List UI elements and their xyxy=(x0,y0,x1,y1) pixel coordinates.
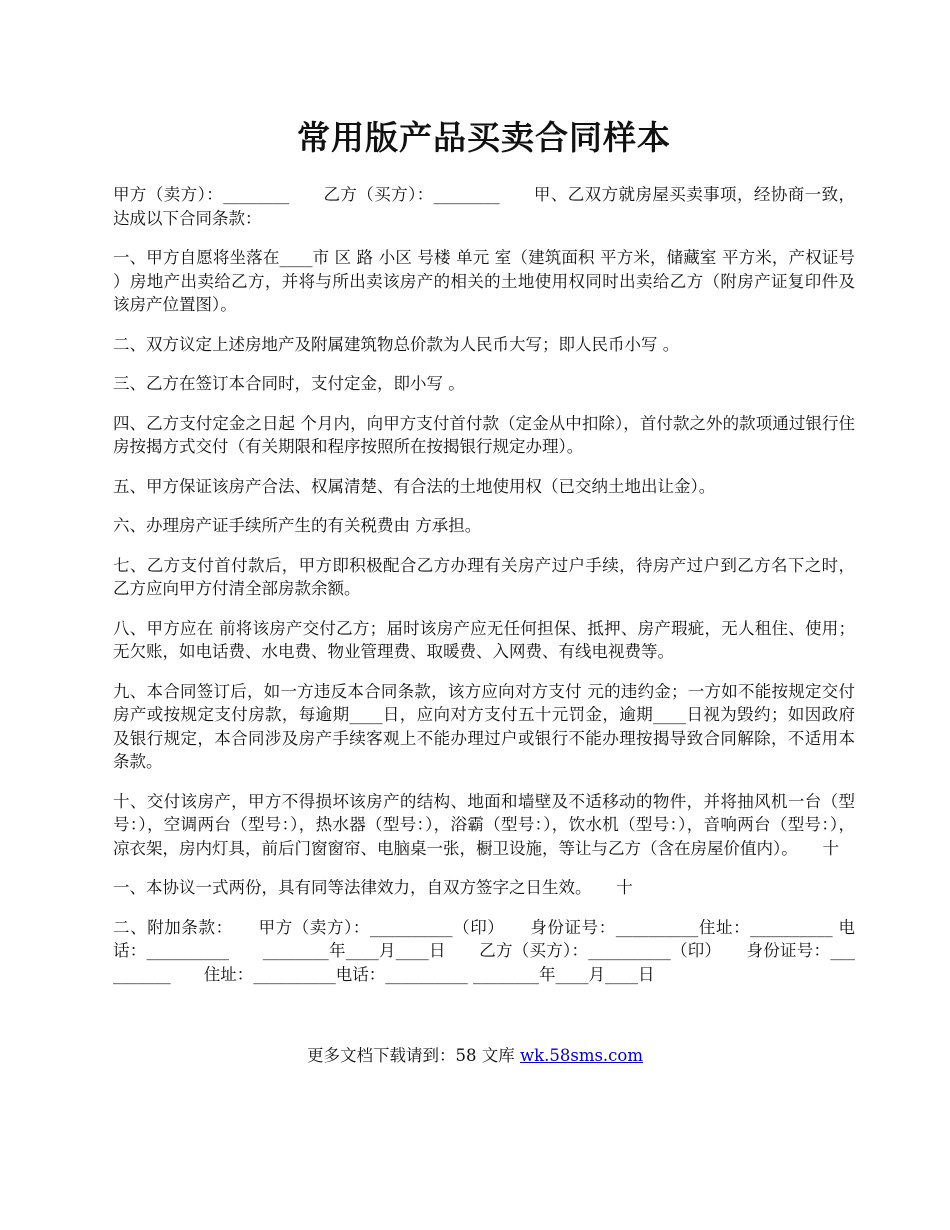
clause-11: 一、本协议一式两份，具有同等法律效力，自双方签字之日生效。 十 xyxy=(113,878,633,897)
clause-7: 七、乙方支付首付款后，甲方即积极配合乙方办理有关房产过户手续，待房产过户到乙方名下之时，乙方应向甲方付清全部房款余额。 xyxy=(113,555,855,598)
page-footer xyxy=(0,1044,950,1068)
clause-1: 一、甲方自愿将坐落在____市 区 路 小区 号楼 单元 室（建筑面积 平方米，储藏室 平方米，产权证号 ）房地产出卖给乙方，并将与所出卖该房产的相关的土地使用权同时出卖给乙方（附房产证复印件及该房产位置图）。 xyxy=(113,248,855,314)
footer-link[interactable]: wk.58sms.com xyxy=(519,1046,643,1065)
clause-9: 九、本合同签订后，如一方违反本合同条款，该方应向对方支付 元的违约金；一方如不能按规定交付房产或按规定支付房款，每逾期____日，应向对方支付五十元罚金，逾期____日视为毁约；如因政府及银行规定，本合同涉及房产手续客观上不能办理过户或银行不能办理按揭导致合同解除，不适用本条款。 xyxy=(113,681,855,771)
footer-text: 更多文档下载请到：58 文库 xyxy=(306,1046,520,1065)
clause-10: 十、交付该房产，甲方不得损坏该房产的结构、地面和墙壁及不适移动的物件，并将抽风机一台（型号：），空调两台（型号：），热水器（型号：），浴霸（型号：），饮水机（型号：），音响两台（型号：），凉衣架，房内灯具，前后门窗窗帘、电脑桌一张，橱卫设施，等让与乙方（含在房屋价值内）。 十 xyxy=(113,791,855,858)
clause-12-signatures: 二、附加条款： 甲方（卖方）：__________（印） 身份证号：__________住址：__________ 电话：__________ ________年____月____日 乙方（买方）：__________（印） 身份证号：__________ 住址：__________电话：__________ ________年____月____日 xyxy=(113,917,855,984)
clause-3: 三、乙方在签订本合同时，支付定金，即小写 。 xyxy=(113,374,465,393)
clause-5: 五、甲方保证该房产合法、权属清楚、有合法的土地使用权（已交纳土地出让金）。 xyxy=(113,476,716,496)
clause-6: 六、办理房产证手续所产生的有关税费由 方承担。 xyxy=(113,516,482,535)
clause-8: 八、甲方应在 前将该房产交付乙方；届时该房产应无任何担保、抵押、房产瑕疵，无人租住、使用；无欠账，如电话费、水电费、物业管理费、取暖费、入网费、有线电视费等。 xyxy=(113,618,855,661)
clause-4: 四、乙方支付定金之日起 个月内，向甲方支付首付款（定金从中扣除），首付款之外的款项通过银行住房按揭方式交付（有关期限和程序按照所在按揭银行规定办理）。 xyxy=(113,413,855,456)
document-title: 常用版产品买卖合同样本 xyxy=(297,118,671,157)
contract-intro: 甲方（卖方）：________ 乙方（买方）：________ 甲、乙双方就房屋买卖事项，经协商一致，达成以下合同条款： xyxy=(113,185,855,228)
clause-2: 二、双方议定上述房地产及附属建筑物总价款为人民币大写；即人民币小写 。 xyxy=(113,334,680,354)
